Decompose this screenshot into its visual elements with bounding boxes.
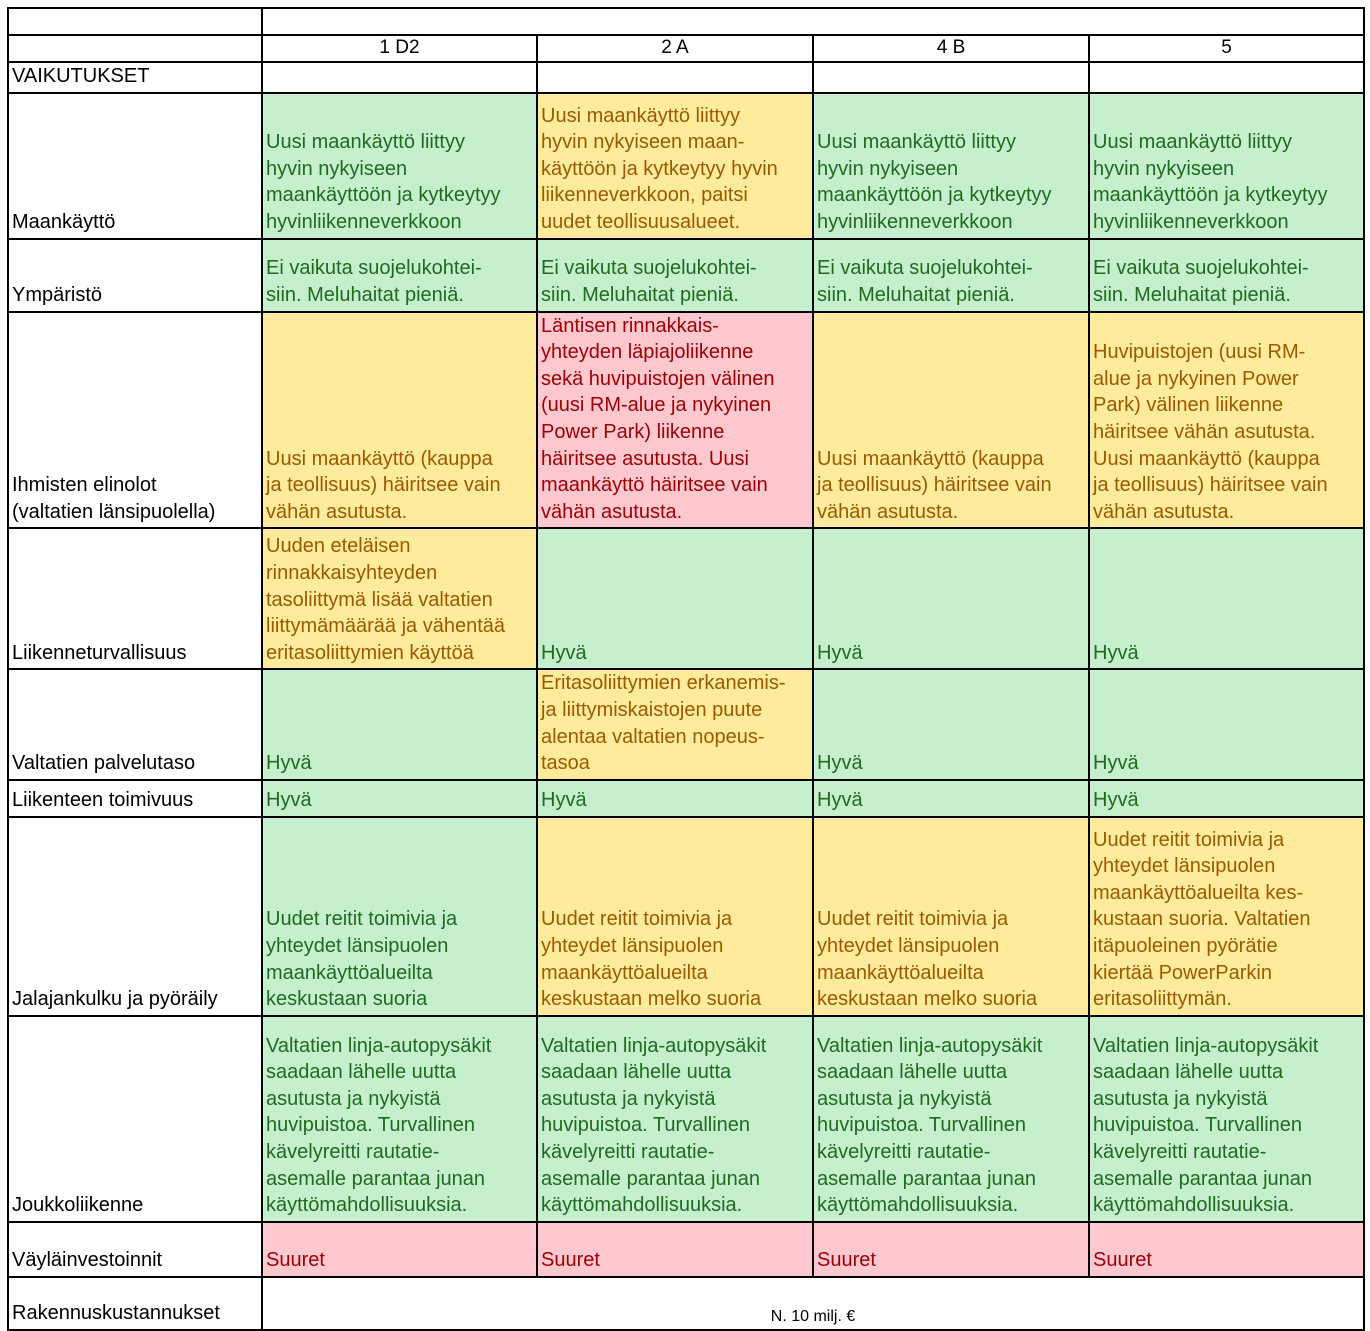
assessment-text: Uusi maankäyttö liittyy hyvin nykyiseen maankäyttöön ja kytkeytyy hyvinliikenneverkkoon (817, 131, 1052, 233)
assessment-text: Ei vaikuta suojelukohtei- siin. Meluhaitat pieniä. (541, 257, 757, 306)
assessment-cell-yellow (813, 312, 1089, 529)
assessment-text: Uuden eteläisen rinnakkaisyhteyden tasoliittymä lisää valtatien liittymämäärää ja vähentää eritasoliittymien käyttöä (266, 535, 506, 664)
assessment-cell-green (1089, 669, 1364, 779)
assessment-text: Uudet reitit toimivia ja yhteydet länsipuolen maankäyttöalueilta keskustaan suoria (266, 908, 458, 1011)
column-header: 4 B (813, 35, 1089, 62)
assessment-text: Valtatien linja-autopysäkit saadaan lähelle uutta asutusta ja nykyistä huvipuistoa. Turvallinen kävelyreitti rautatie- asemalle parantaa junan käyttömahdollisuuksia. (1093, 1034, 1319, 1217)
column-header-row (8, 35, 1364, 62)
column-header: 5 (1089, 35, 1364, 62)
assessment-text: Ei vaikuta suojelukohtei- siin. Meluhaitat pieniä. (1093, 257, 1309, 306)
assessment-cell-red (537, 312, 813, 529)
assessment-cell-red (262, 1222, 537, 1277)
assessment-text: Hyvä (541, 641, 587, 664)
assessment-text: Suuret (817, 1249, 876, 1272)
assessment-text: Ei vaikuta suojelukohtei- siin. Meluhaitat pieniä. (817, 257, 1033, 306)
impact-row (8, 780, 1364, 817)
row-label (8, 312, 262, 529)
header-corner-cell (8, 35, 262, 62)
assessment-cell-yellow (537, 817, 813, 1016)
assessment-cell-green (1089, 780, 1364, 817)
assessment-cell-green (1089, 528, 1364, 669)
assessment-text: Hyvä (1093, 641, 1139, 664)
blank-cell (262, 62, 537, 93)
assessment-cell-red (537, 1222, 813, 1277)
assessment-cell-yellow (262, 528, 537, 669)
assessment-cell-yellow (1089, 817, 1364, 1016)
assessment-text: Valtatien linja-autopysäkit saadaan lähelle uutta asutusta ja nykyistä huvipuistoa. Turvallinen kävelyreitti rautatie- asemalle parantaa junan käyttömahdollisuuksia. (266, 1034, 492, 1217)
column-header: 1 D2 (262, 35, 537, 62)
assessment-cell-green (1089, 93, 1364, 239)
section-row (8, 62, 1364, 93)
assessment-text: Hyvä (817, 641, 863, 664)
row-label-text: Valtatien palvelutaso (12, 752, 196, 775)
assessment-text: Uudet reitit toimivia ja yhteydet länsipuolen maankäyttöalueilta kes- kustaan suoria. Valtatien itäpuoleinen pyörätie kiertää PowerParkin eritasoliittymän. (1093, 828, 1311, 1011)
assessment-text: Valtatien linja-autopysäkit saadaan lähelle uutta asutusta ja nykyistä huvipuistoa. Turvallinen kävelyreitti rautatie- asemalle parantaa junan käyttömahdollisuuksia. (817, 1034, 1043, 1217)
row-label (8, 780, 262, 817)
row-label (8, 669, 262, 779)
assessment-text: Uudet reitit toimivia ja yhteydet länsipuolen maankäyttöalueilta keskustaan melko suoria (817, 908, 1038, 1011)
assessment-cell-yellow (1089, 312, 1364, 529)
assessment-cell-green (262, 93, 537, 239)
assessment-text: Ei vaikuta suojelukohtei- siin. Meluhaitat pieniä. (266, 257, 482, 306)
assessment-text: Suuret (1093, 1249, 1152, 1272)
cost-row (8, 1277, 1364, 1330)
assessment-cell-green (813, 780, 1089, 817)
assessment-text: Eritasoliittymien erkanemis- ja liittymiskaistojen puute alentaa valtatien nopeus- tasoa (541, 672, 786, 775)
assessment-cell-green (537, 780, 813, 817)
assessment-cell-green (262, 817, 537, 1016)
blank-cell (1089, 62, 1364, 93)
impact-row (8, 528, 1364, 669)
assessment-text: Uusi maankäyttö (kauppa ja teollisuus) häiritsee vain vähän asutusta. (817, 447, 1052, 523)
row-label (8, 239, 262, 312)
impact-row (8, 1222, 1364, 1277)
assessment-text: Uudet reitit toimivia ja yhteydet länsipuolen maankäyttöalueilta keskustaan melko suoria (541, 908, 762, 1011)
cost-value: N. 10 milj. € (262, 1277, 1364, 1330)
impact-row (8, 1016, 1364, 1222)
assessment-text: Valtatien linja-autopysäkit saadaan lähelle uutta asutusta ja nykyistä huvipuistoa. Turvallinen kävelyreitti rautatie- asemalle parantaa junan käyttömahdollisuuksia. (541, 1034, 767, 1217)
assessment-text: Uusi maankäyttö liittyy hyvin nykyiseen maankäyttöön ja kytkeytyy hyvinliikenneverkkoon (1093, 131, 1328, 233)
assessment-cell-yellow (537, 93, 813, 239)
assessment-cell-green (813, 1016, 1089, 1222)
title-row (8, 8, 1364, 35)
assessment-cell-red (813, 1222, 1089, 1277)
row-label (8, 1222, 262, 1277)
assessment-text: Hyvä (1093, 752, 1139, 775)
assessment-cell-green (1089, 239, 1364, 312)
row-label (8, 528, 262, 669)
assessment-cell-yellow (537, 669, 813, 779)
assessment-text: Hyvä (541, 789, 587, 812)
assessment-cell-green (813, 528, 1089, 669)
assessment-text: Suuret (541, 1249, 600, 1272)
assessment-text: Uusi maankäyttö liittyy hyvin nykyiseen maankäyttöön ja kytkeytyy hyvinliikenneverkkoon (266, 131, 501, 233)
row-label (8, 93, 262, 239)
impact-row (8, 93, 1364, 239)
impact-comparison-table (7, 7, 1365, 1331)
assessment-cell-green (537, 239, 813, 312)
impact-row (8, 239, 1364, 312)
assessment-cell-green (537, 1016, 813, 1222)
assessment-cell-green (1089, 1016, 1364, 1222)
assessment-cell-yellow (262, 312, 537, 529)
assessment-text: Suuret (266, 1249, 325, 1272)
assessment-cell-green (262, 669, 537, 779)
row-label-text: Maankäyttö (12, 211, 116, 233)
section-label: VAIKUTUKSET (8, 62, 262, 93)
assessment-text: Uusi maankäyttö (kauppa ja teollisuus) häiritsee vain vähän asutusta. (266, 447, 501, 523)
assessment-text: Huvipuistojen (uusi RM- alue ja nykyinen Power Park) välinen liikenne häiritsee vähän asutusta. Uusi maankäyttö (kauppa ja teollisuus) häiritsee vain vähän asutusta. (1093, 341, 1328, 523)
row-label-text: Väyläinvestoinnit (12, 1249, 163, 1272)
row-label-text: Jalajankulku ja pyöräily (12, 988, 218, 1011)
column-header: 2 A (537, 35, 813, 62)
assessment-cell-green (262, 780, 537, 817)
assessment-text: Läntisen rinnakkais- yhteyden läpiajoliikenne sekä huvipuistojen välinen (uusi RM-alue ja nykyinen Power Park) liikenne häiritsee asutusta. Uusi maankäyttö häiritsee vain vähän asutusta. (541, 314, 775, 523)
row-label-text: Ihmisten elinolot (valtatien länsipuolella) (12, 474, 216, 523)
assessment-cell-green (813, 93, 1089, 239)
assessment-text: Uusi maankäyttö liittyy hyvin nykyiseen maan- käyttöön ja kytkeytyy hyvin liikenneverkkoon, paitsi uudet teollisuusalueet. (541, 104, 778, 233)
assessment-cell-green (537, 528, 813, 669)
row-label-text: Joukkoliikenne (12, 1194, 144, 1217)
assessment-cell-yellow (813, 817, 1089, 1016)
impact-row (8, 669, 1364, 779)
row-label (8, 1016, 262, 1222)
assessment-text: Hyvä (817, 789, 863, 812)
assessment-cell-green (262, 1016, 537, 1222)
assessment-text: Hyvä (266, 789, 312, 812)
row-label-text: Ympäristö (12, 284, 103, 306)
row-label-text: Liikenneturvallisuus (12, 641, 187, 664)
row-label (8, 817, 262, 1016)
title-cell (262, 8, 1364, 35)
empty-corner-cell (8, 8, 262, 35)
impact-row (8, 312, 1364, 529)
cost-label: Rakennuskustannukset (8, 1277, 262, 1330)
row-label-text: Liikenteen toimivuus (12, 789, 194, 812)
assessment-text: Hyvä (266, 752, 312, 775)
assessment-cell-red (1089, 1222, 1364, 1277)
assessment-text: Hyvä (1093, 789, 1139, 812)
assessment-cell-green (262, 239, 537, 312)
impact-row (8, 817, 1364, 1016)
blank-cell (813, 62, 1089, 93)
assessment-cell-green (813, 669, 1089, 779)
assessment-cell-green (813, 239, 1089, 312)
assessment-text: Hyvä (817, 752, 863, 775)
blank-cell (537, 62, 813, 93)
